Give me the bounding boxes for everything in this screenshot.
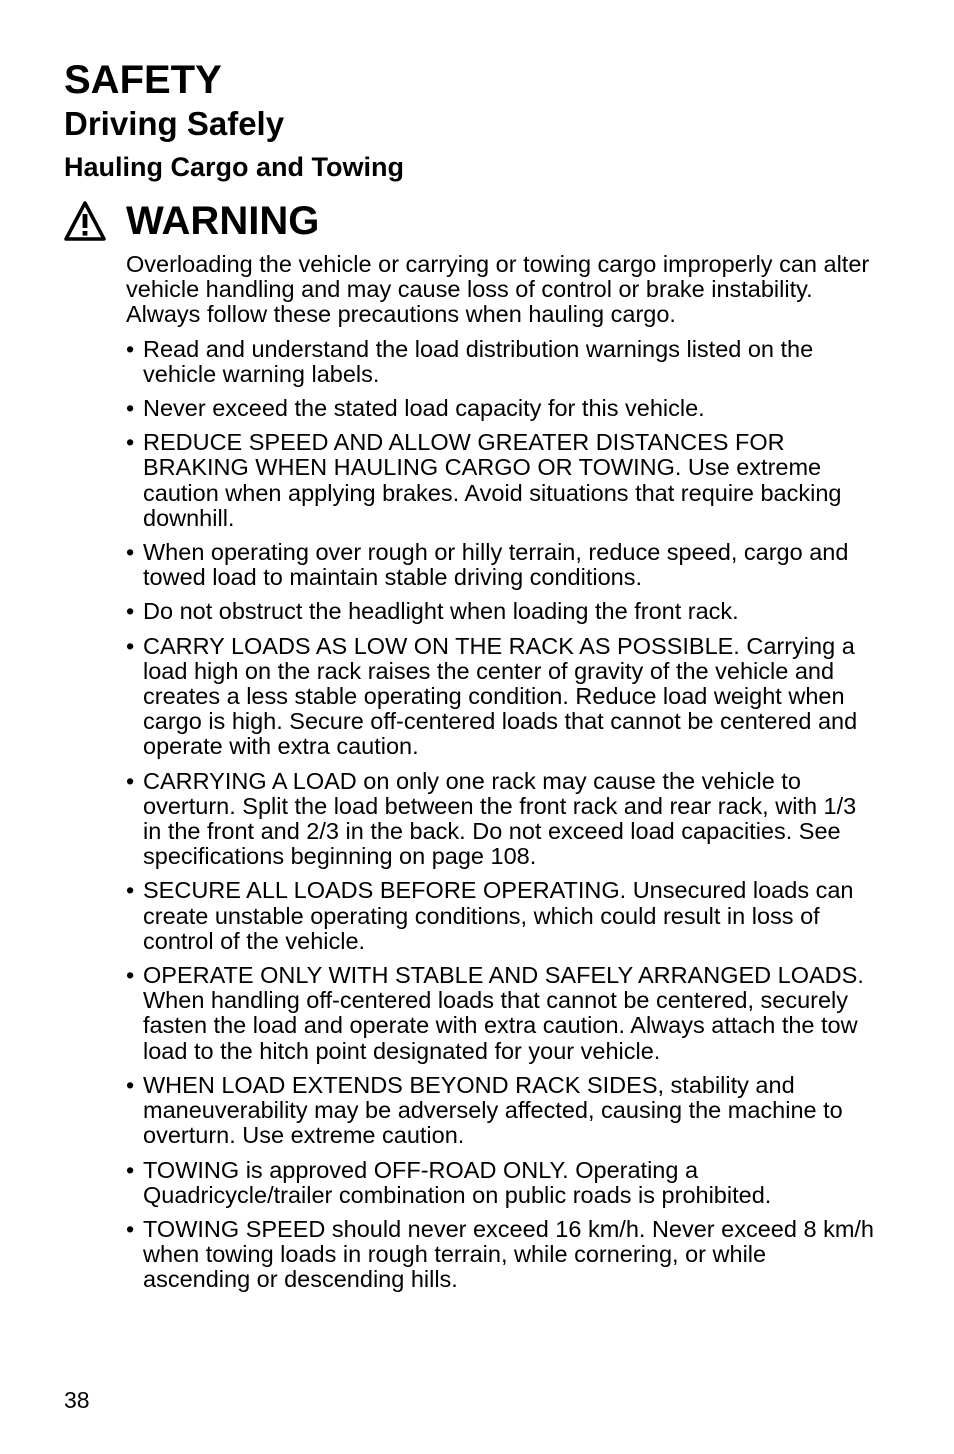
list-item: • CARRYING A LOAD on only one rack may cause the vehicle to overturn. Split the load between the front rack and rear rack, with 1/3 in the front and 2/3 in the back. Do not exceed load capacities. See specifications beginning on page 108. [126, 769, 876, 870]
list-item: • WHEN LOAD EXTENDS BEYOND RACK SIDES, stability and maneuverability may be adversely affected, causing the machine to overturn. Use extreme caution. [126, 1073, 876, 1149]
page-number: 38 [64, 1387, 90, 1413]
list-item: • SECURE ALL LOADS BEFORE OPERATING. Unsecured loads can create unstable operating conditions, which could result in loss of control of the vehicle. [126, 878, 876, 954]
section-title: SAFETY [64, 58, 222, 102]
list-item: • Do not obstruct the headlight when loading the front rack. [126, 599, 876, 624]
warning-title: WARNING [126, 199, 320, 243]
warning-header [64, 196, 319, 246]
topic-title: Hauling Cargo and Towing [64, 152, 404, 182]
list-item: • TOWING SPEED should never exceed 16 km/h. Never exceed 8 km/h when towing loads in rough terrain, while cornering, or while ascending or descending hills. [126, 1217, 876, 1293]
list-item: • OPERATE ONLY WITH STABLE AND SAFELY ARRANGED LOADS. When handling off-centered loads that cannot be centered, securely fasten the load and operate with extra caution. Always attach the tow load to the hitch point designated for your vehicle. [126, 963, 876, 1064]
warning-triangle-icon [64, 201, 106, 241]
list-item: • REDUCE SPEED AND ALLOW GREATER DISTANCES FOR BRAKING WHEN HAULING CARGO OR TOWING. Use extreme caution when applying brakes. Avoid situations that require backing downhill. [126, 430, 876, 531]
list-item: • CARRY LOADS AS LOW ON THE RACK AS POSSIBLE. Carrying a load high on the rack raises the center of gravity of the vehicle and creates a less stable operating condition. Reduce load weight when cargo is high. Secure off-centered loads that cannot be centered and operate with extra caution. [126, 634, 876, 760]
list-item: • Read and understand the load distribution warnings listed on the vehicle warning labels. [126, 337, 876, 387]
warning-body [126, 252, 876, 1302]
warning-intro: Overloading the vehicle or carrying or towing cargo improperly can alter vehicle handling and may cause loss of control or brake instability. Always follow these precautions when hauling cargo. [126, 251, 870, 328]
list-item: • When operating over rough or hilly terrain, reduce speed, cargo and towed load to maintain stable driving conditions. [126, 540, 876, 590]
subsection-title: Driving Safely [64, 105, 285, 142]
list-item: • TOWING is approved OFF-ROAD ONLY. Operating a Quadricycle/trailer combination on public roads is prohibited. [126, 1158, 876, 1208]
list-item: • Never exceed the stated load capacity for this vehicle. [126, 396, 876, 421]
precaution-list [126, 337, 876, 1293]
